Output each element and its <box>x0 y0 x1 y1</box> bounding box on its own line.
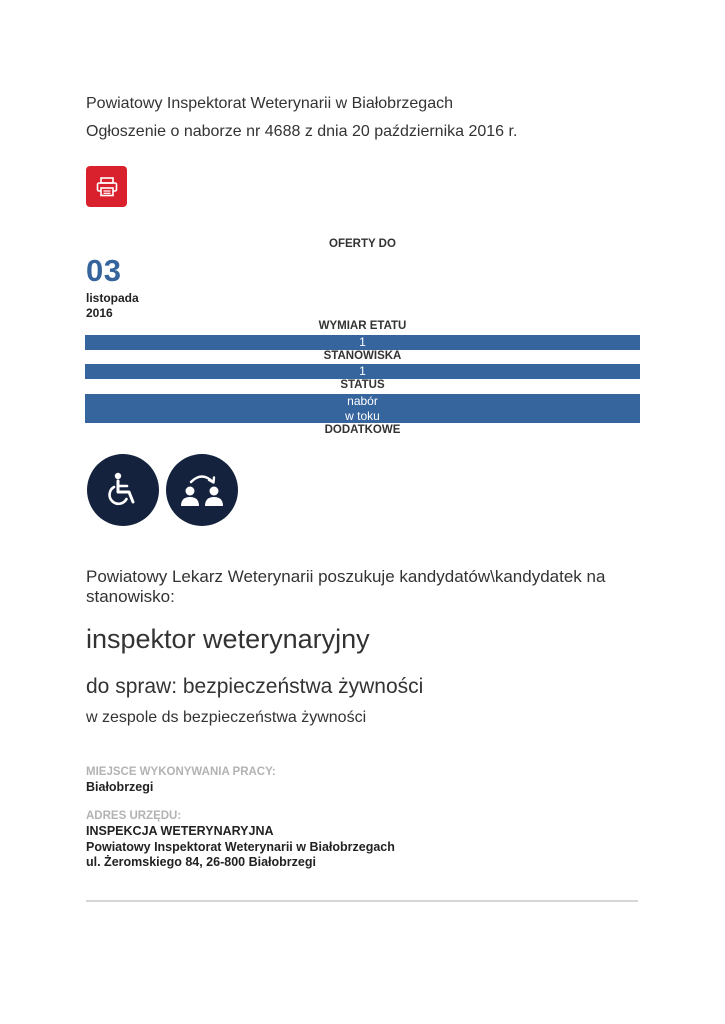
location-value: Białobrzegi <box>86 780 154 794</box>
deadline-day: 03 <box>86 253 122 288</box>
location-label: MIEJSCE WYKONYWANIA PRACY: <box>86 766 276 778</box>
printer-icon <box>96 177 118 197</box>
job-title: inspektor weterynaryjny <box>86 624 370 654</box>
address-line-1: INSPEKCJA WETERYNARYJNA <box>86 824 274 838</box>
accessibility-badge <box>87 454 159 526</box>
deadline-month: listopada <box>86 291 139 305</box>
bottom-divider <box>86 900 638 902</box>
job-intro: Powiatowy Lekarz Weterynarii poszukuje kandydatów\kandydatek na stanowisko: <box>86 567 606 606</box>
address-line-2: Powiatowy Inspektorat Weterynarii w Białobrzegach <box>86 840 395 854</box>
print-button[interactable] <box>86 166 127 207</box>
people-exchange-icon <box>178 470 226 510</box>
deadline-year: 2016 <box>86 306 113 320</box>
status-label: STATUS <box>340 379 385 391</box>
stanowiska-label: STANOWISKA <box>323 350 402 362</box>
address-label: ADRES URZĘDU: <box>86 810 182 822</box>
job-team: w zespole ds bezpieczeństwa żywności <box>86 709 367 726</box>
people-exchange-badge <box>166 454 238 526</box>
job-scope: do spraw: bezpieczeństwa żywności <box>86 675 424 698</box>
stanowiska-value: 1 <box>85 364 640 379</box>
institution-name: Powiatowy Inspektorat Weterynarii w Białobrzegach <box>86 95 453 112</box>
dodatkowe-label: DODATKOWE <box>324 424 401 436</box>
status-line-1: nabór <box>347 394 378 408</box>
wymiar-etatu-label: WYMIAR ETATU <box>318 320 407 332</box>
wheelchair-icon <box>103 470 143 510</box>
announcement-title: Ogłoszenie o naborze nr 4688 z dnia 20 października 2016 r. <box>86 123 518 140</box>
wymiar-etatu-value: 1 <box>85 335 640 350</box>
status-value <box>85 394 640 423</box>
status-line-2: w toku <box>345 408 380 423</box>
address-line-3: ul. Żeromskiego 84, 26-800 Białobrzegi <box>86 855 316 869</box>
deadline-label: OFERTY DO <box>329 238 396 250</box>
